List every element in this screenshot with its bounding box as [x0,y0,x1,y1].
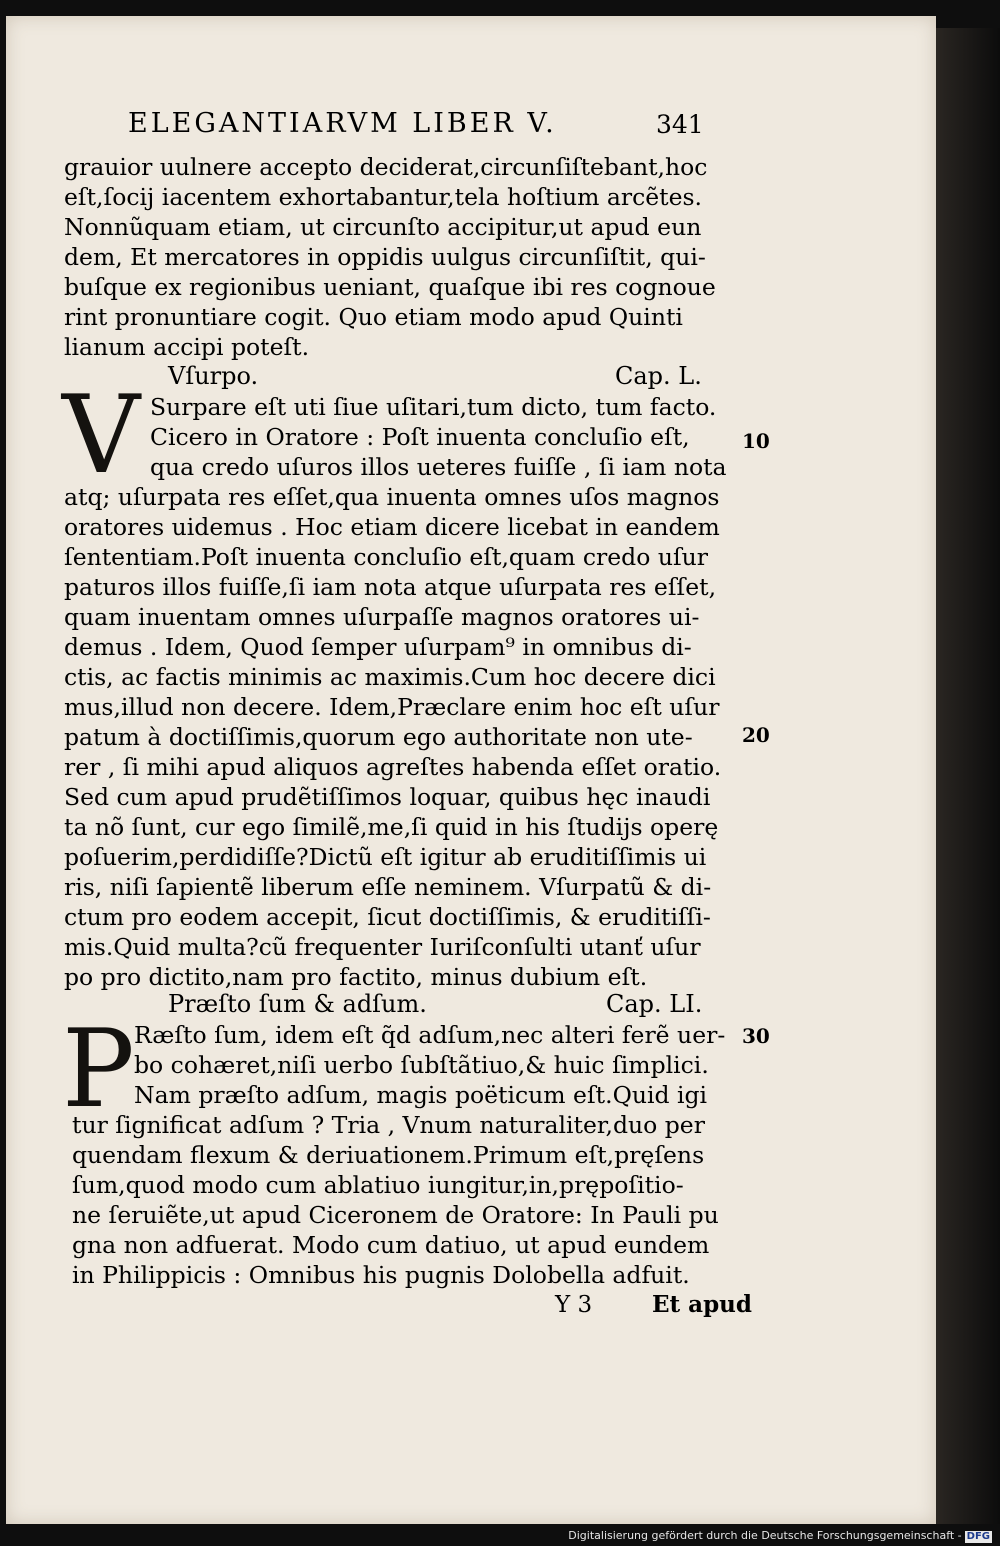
chapter-50-cap: Cap. L. [615,362,702,390]
catchword: Et apud [652,1291,752,1318]
running-head-title: ELEGANTIARVM LIBER V. [128,108,557,139]
text-line: Cicero in Oratore : Poſt inuenta concluſio eſt, [150,423,690,451]
text-line: Nam præſto adſum, magis poëticum eſt.Quid igi [134,1081,708,1109]
text-line: ris, niſi ſapientẽ liberum eſſe neminem. Vſurpatũ & di- [64,873,712,901]
page-folio: 341 [656,110,704,139]
text-line: ſententiam.Poſt inuenta concluſio eſt,quam credo uſur [64,543,709,571]
digitization-credit [568,1528,992,1544]
text-line: Surpare eſt uti ſiue uſitari,tum dicto, tum facto. [150,393,717,421]
text-line: atq; uſurpata res eſſet,qua inuenta omnes uſos magnos [64,483,720,511]
margin-line-number: 30 [742,1024,770,1048]
text-line: ne ſeruiẽte,ut apud Ciceronem de Oratore: In Pauli pu [72,1201,719,1229]
chapter-50-dropcap: V [62,373,140,498]
signature-mark: Y 3 [555,1292,593,1318]
chapter-51-heading: Præſto ſum & adſum. [168,990,427,1018]
text-line: ſum,quod modo cum ablatiuo iungitur,in,prępoſitio- [72,1171,684,1199]
running-head [128,108,728,139]
text-line: eſt,ſocij iacentem exhortabantur,tela hoſtium arcẽtes. [64,183,703,211]
text-line: mis.Quid multa?cũ frequenter Iuriſconſulti utanť uſur [64,933,701,961]
margin-line-number: 20 [742,723,770,747]
text-line: Ræſto ſum, idem eſt q̃d adſum,nec alteri ferẽ uer- [134,1021,726,1049]
chapter-51-cap: Cap. LI. [606,990,703,1018]
text-line: mus,illud non decere. Idem,Præclare enim hoc eſt uſur [64,693,720,721]
text-line: Nonnũquam etiam, ut circunſto accipitur,ut apud eun [64,213,702,241]
margin-line-number: 10 [742,429,770,453]
text-line: quendam flexum & deriuationem.Primum eſt,pręſens [72,1141,705,1169]
text-line: demus . Idem, Quod ſemper uſurpam⁹ in omnibus di- [64,633,692,661]
text-line: rer , ſi mihi apud aliquos agreſtes habenda eſſet oratio. [64,753,722,781]
text-line: poſuerim,perdidiſſe?Dictũ eſt igitur ab eruditiſſimis ui [64,843,707,871]
text-line: paturos illos fuiſſe,ſi iam nota atque uſurpata res eſſet, [64,573,717,601]
text-line: quam inuentam omnes uſurpaſſe magnos oratores ui- [64,603,700,631]
text-line: dem, Et mercatores in oppidis uulgus circunſiſtit, qui- [64,243,706,271]
text-line: bo cohæret,niſi uerbo ſubſtãtiuo,& huic ſimplici. [134,1051,709,1079]
text-line: ta nõ ſunt, cur ego ſimilẽ,me,ſi quid in his ſtudijs operę [64,813,719,841]
page-edge-shadow [936,28,1000,1524]
text-line: tur ſignificat adſum ? Tria , Vnum naturaliter,duo per [72,1111,705,1139]
text-line: ctum pro eodem accepit, ſicut doctiſſimis, & eruditiſſi- [64,903,711,931]
text-line: in Philippicis : Omnibus his pugnis Dolobella adfuit. [72,1261,690,1289]
text-line: buſque ex regionibus ueniant, quaſque ibi res cognoue [64,273,716,301]
text-line: lianum accipi poteſt. [64,333,310,361]
chapter-51-dropcap: P [62,1007,135,1132]
text-line: gna non adfuerat. Modo cum datiuo, ut apud eundem [72,1231,710,1259]
text-line: patum à doctiſſimis,quorum ego authoritate non ute- [64,723,693,751]
text-line: grauior uulnere accepto deciderat,circunſiſtebant,hoc [64,153,708,181]
text-line: Sed cum apud prudẽtiſſimos loquar, quibus hęc inaudi [64,783,711,811]
text-line: po pro dictito,nam pro factito, minus dubium eſt. [64,963,648,991]
text-line: rint pronuntiare cogit. Quo etiam modo apud Quinti [64,303,683,331]
text-line: oratores uidemus . Hoc etiam dicere licebat in eandem [64,513,720,541]
credit-text: Digitalisierung gefördert durch die Deutsche Forschungsgemeinschaft - [568,1529,962,1542]
chapter-50-heading: Vſurpo. [168,362,259,390]
dfg-logo: DFG [966,1531,990,1542]
text-line: qua credo uſuros illos ueteres fuiſſe , ſi iam nota [150,453,727,481]
text-line: ctis, ac factis minimis ac maximis.Cum hoc decere dici [64,663,716,691]
